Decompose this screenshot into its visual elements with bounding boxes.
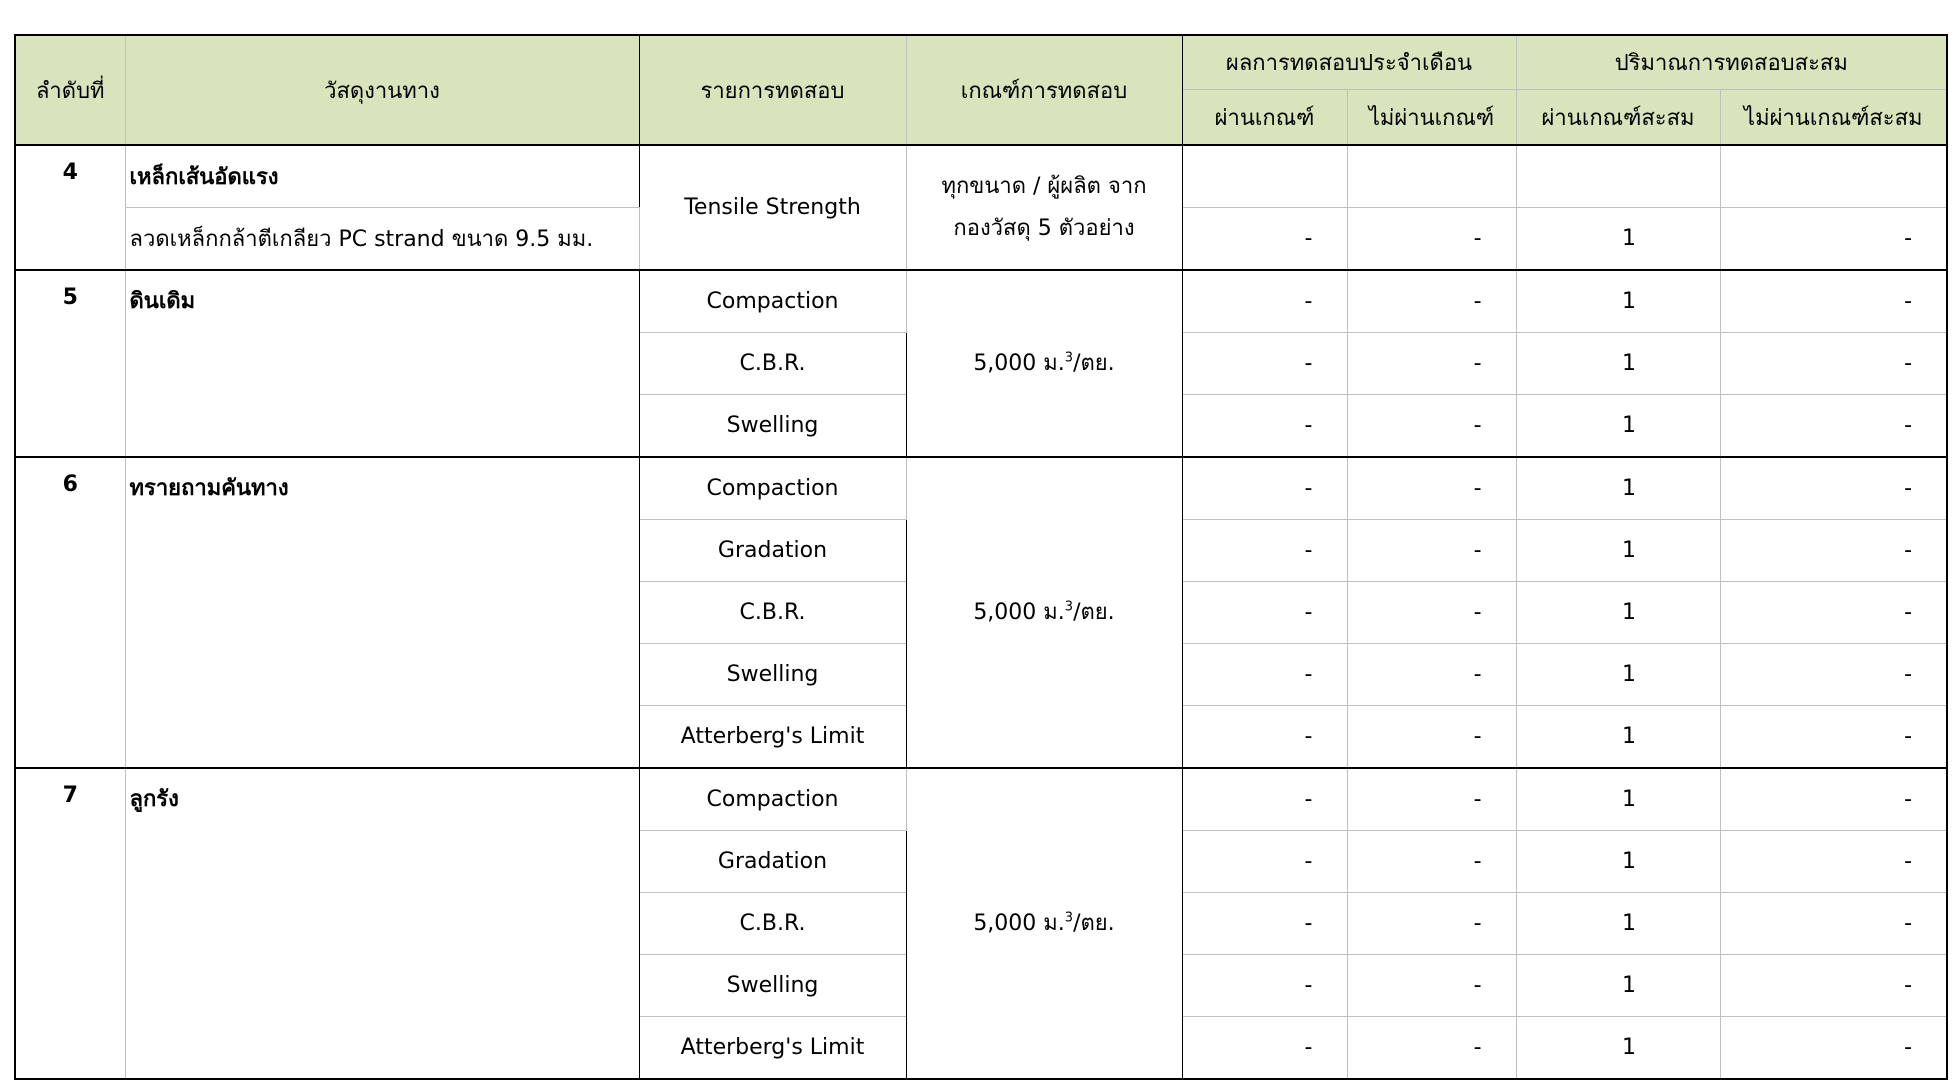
- header-no: ลำดับที่: [15, 35, 125, 145]
- fail-value: -: [1347, 208, 1516, 271]
- fail-cum-value: -: [1720, 955, 1947, 1017]
- criteria-superscript: 3: [1064, 350, 1074, 366]
- pass-value: -: [1182, 333, 1347, 395]
- criteria-unit: /ตย.: [1073, 599, 1115, 625]
- material-detail: ลวดเหล็กกล้าตีเกลียว PC strand ขนาด 9.5 มม.: [125, 208, 639, 271]
- fail-value: -: [1347, 768, 1516, 831]
- fail-value: -: [1347, 1017, 1516, 1080]
- fail-cum-value: -: [1720, 270, 1947, 333]
- pass-value: -: [1182, 706, 1347, 769]
- criteria-superscript: 3: [1064, 599, 1074, 615]
- pass-value: -: [1182, 395, 1347, 458]
- pass-cum-value: 1: [1516, 768, 1720, 831]
- fail-value: -: [1347, 520, 1516, 582]
- test-criteria: [906, 768, 1182, 1079]
- fail-value: -: [1347, 706, 1516, 769]
- fail-cum-value: -: [1720, 520, 1947, 582]
- pass-value: -: [1182, 768, 1347, 831]
- header-pass: ผ่านเกณฑ์: [1182, 90, 1347, 146]
- pass-cum-value: 1: [1516, 270, 1720, 333]
- fail-value: -: [1347, 395, 1516, 458]
- pass-cum-value: 1: [1516, 395, 1720, 458]
- empty-cell: [1720, 145, 1947, 208]
- criteria-superscript: 3: [1064, 910, 1074, 926]
- fail-cum-value: -: [1720, 457, 1947, 520]
- header-fail-cum: ไม่ผ่านเกณฑ์สะสม: [1720, 90, 1947, 146]
- header-test-item: รายการทดสอบ: [639, 35, 906, 145]
- pass-value: -: [1182, 582, 1347, 644]
- header-pass-cum: ผ่านเกณฑ์สะสม: [1516, 90, 1720, 146]
- header-fail: ไม่ผ่านเกณฑ์: [1347, 90, 1516, 146]
- empty-cell: [1182, 145, 1347, 208]
- table-row: [15, 457, 1947, 520]
- material-name: ดินเดิม: [125, 270, 639, 457]
- row-number: 4: [15, 145, 125, 270]
- test-item: Atterberg's Limit: [639, 1017, 906, 1080]
- row-number: 6: [15, 457, 125, 768]
- criteria-unit: /ตย.: [1073, 350, 1115, 376]
- header-criteria: เกณฑ์การทดสอบ: [906, 35, 1182, 145]
- pass-cum-value: 1: [1516, 457, 1720, 520]
- fail-value: -: [1347, 457, 1516, 520]
- header-monthly-results: ผลการทดสอบประจำเดือน: [1182, 35, 1516, 90]
- pass-value: -: [1182, 893, 1347, 955]
- test-item: Atterberg's Limit: [639, 706, 906, 769]
- fail-value: -: [1347, 893, 1516, 955]
- material-test-table: [14, 34, 1948, 1080]
- table-row: [15, 270, 1947, 333]
- test-item: Compaction: [639, 270, 906, 333]
- test-item: Gradation: [639, 831, 906, 893]
- test-item: C.B.R.: [639, 582, 906, 644]
- pass-value: -: [1182, 457, 1347, 520]
- test-criteria: [906, 457, 1182, 768]
- pass-cum-value: 1: [1516, 582, 1720, 644]
- fail-cum-value: -: [1720, 893, 1947, 955]
- empty-cell: [1516, 145, 1720, 208]
- fail-value: -: [1347, 582, 1516, 644]
- row-number: 5: [15, 270, 125, 457]
- table-body: [15, 145, 1947, 1079]
- test-item: Swelling: [639, 644, 906, 706]
- test-item: C.B.R.: [639, 893, 906, 955]
- fail-cum-value: -: [1720, 395, 1947, 458]
- fail-value: -: [1347, 955, 1516, 1017]
- test-item: Compaction: [639, 768, 906, 831]
- fail-cum-value: -: [1720, 706, 1947, 769]
- material-name: ทรายถามคันทาง: [125, 457, 639, 768]
- pass-cum-value: 1: [1516, 706, 1720, 769]
- material-name: ลูกรัง: [125, 768, 639, 1079]
- pass-cum-value: 1: [1516, 893, 1720, 955]
- table-row: [15, 145, 1947, 208]
- row-number: 7: [15, 768, 125, 1079]
- fail-cum-value: -: [1720, 768, 1947, 831]
- pass-cum-value: 1: [1516, 1017, 1720, 1080]
- pass-value: -: [1182, 955, 1347, 1017]
- fail-cum-value: -: [1720, 333, 1947, 395]
- pass-cum-value: 1: [1516, 208, 1720, 271]
- pass-cum-value: 1: [1516, 520, 1720, 582]
- fail-cum-value: -: [1720, 582, 1947, 644]
- test-criteria: [906, 145, 1182, 270]
- criteria-value: 5,000 ม.: [973, 599, 1065, 625]
- test-item: Gradation: [639, 520, 906, 582]
- test-item: Swelling: [639, 955, 906, 1017]
- test-item: C.B.R.: [639, 333, 906, 395]
- pass-value: -: [1182, 208, 1347, 271]
- fail-cum-value: -: [1720, 644, 1947, 706]
- pass-value: -: [1182, 1017, 1347, 1080]
- pass-cum-value: 1: [1516, 644, 1720, 706]
- fail-value: -: [1347, 270, 1516, 333]
- test-criteria: [906, 270, 1182, 457]
- empty-cell: [1347, 145, 1516, 208]
- criteria-unit: /ตย.: [1073, 910, 1115, 936]
- test-item: Tensile Strength: [639, 145, 906, 270]
- header-cumulative: ปริมาณการทดสอบสะสม: [1516, 35, 1947, 90]
- fail-value: -: [1347, 644, 1516, 706]
- header-material: วัสดุงานทาง: [125, 35, 639, 145]
- pass-value: -: [1182, 644, 1347, 706]
- criteria-line: กองวัสดุ 5 ตัวอย่าง: [953, 215, 1135, 241]
- fail-value: -: [1347, 333, 1516, 395]
- pass-value: -: [1182, 270, 1347, 333]
- table-row: [15, 768, 1947, 831]
- fail-cum-value: -: [1720, 831, 1947, 893]
- criteria-value: 5,000 ม.: [973, 350, 1065, 376]
- pass-value: -: [1182, 831, 1347, 893]
- material-name: เหล็กเส้นอัดแรง: [125, 145, 639, 208]
- pass-value: -: [1182, 520, 1347, 582]
- test-item: Swelling: [639, 395, 906, 458]
- criteria-value: 5,000 ม.: [973, 910, 1065, 936]
- fail-cum-value: -: [1720, 1017, 1947, 1080]
- pass-cum-value: 1: [1516, 831, 1720, 893]
- test-item: Compaction: [639, 457, 906, 520]
- criteria-line: ทุกขนาด / ผู้ผลิต จาก: [941, 173, 1147, 199]
- fail-value: -: [1347, 831, 1516, 893]
- pass-cum-value: 1: [1516, 955, 1720, 1017]
- fail-cum-value: -: [1720, 208, 1947, 271]
- pass-cum-value: 1: [1516, 333, 1720, 395]
